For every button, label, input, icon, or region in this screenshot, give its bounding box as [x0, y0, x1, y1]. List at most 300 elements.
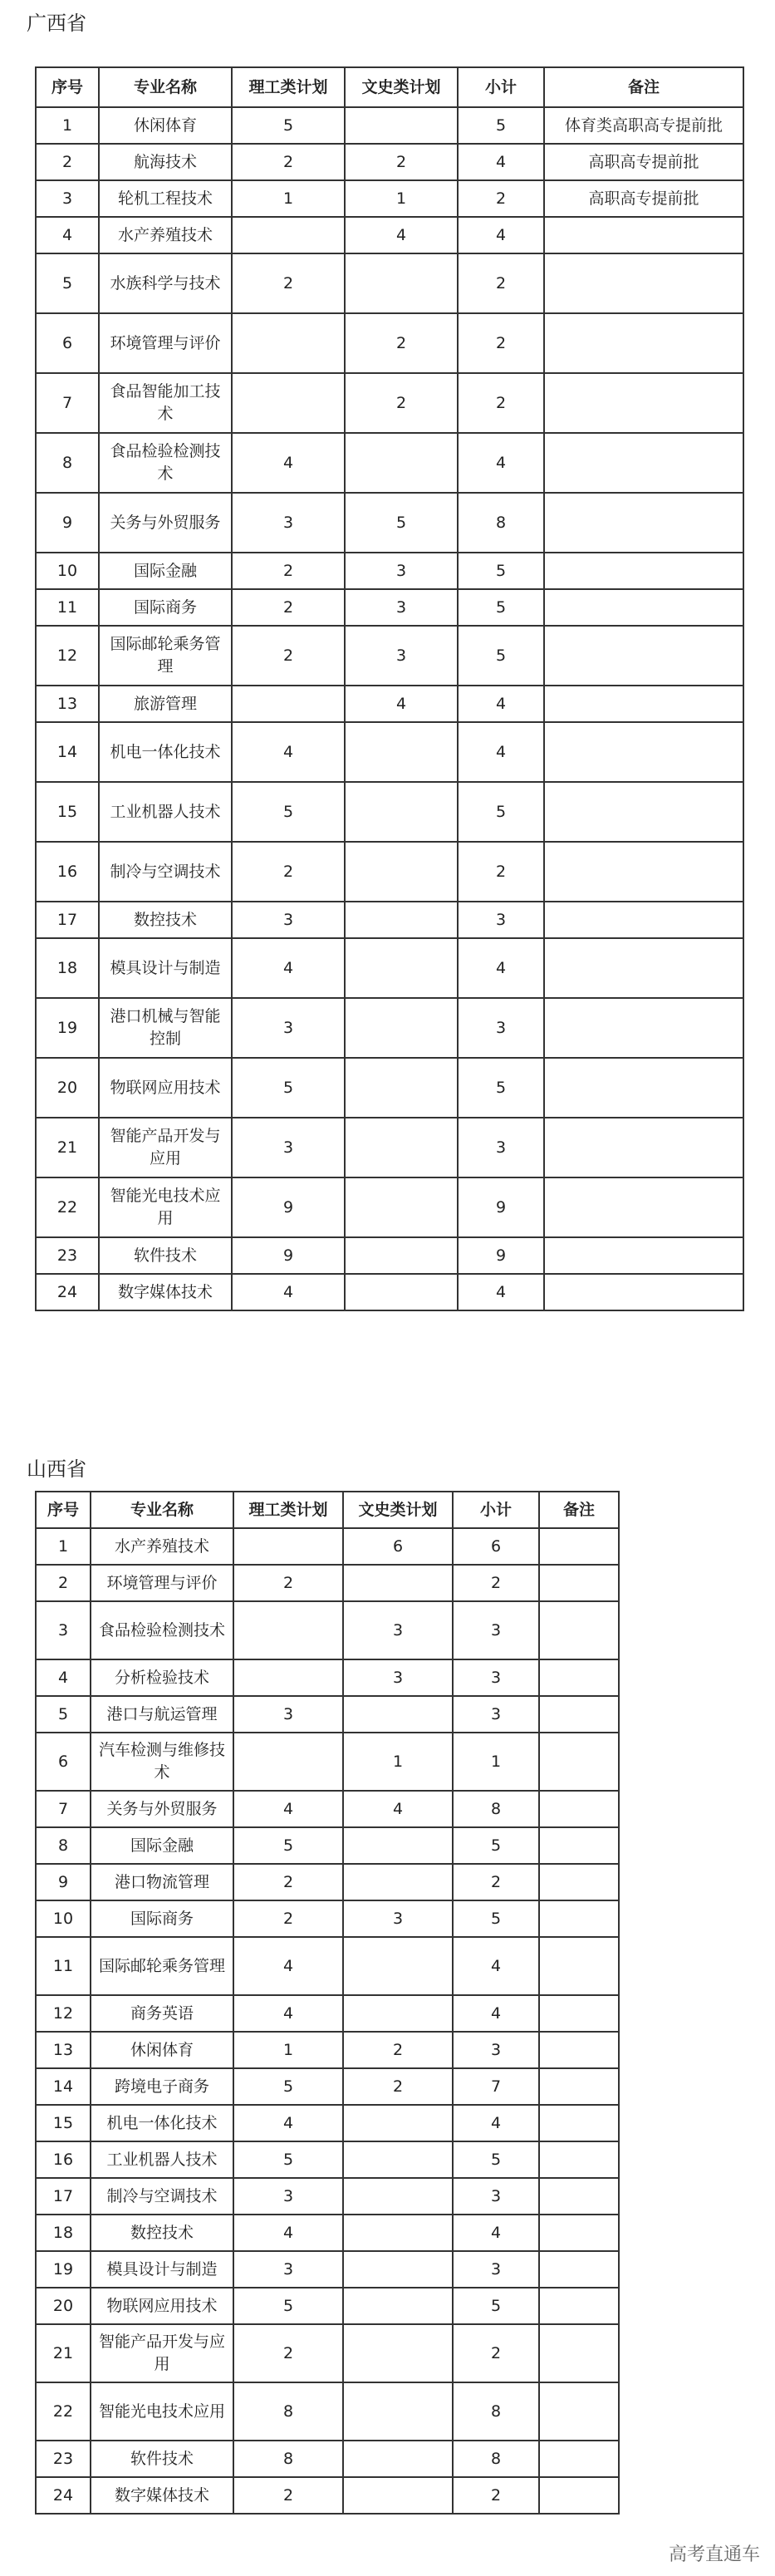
cell-index: 3	[36, 1601, 91, 1659]
cell-index: 23	[36, 2441, 91, 2477]
cell-remarks	[544, 1118, 743, 1177]
cell-arts-plan: 4	[345, 217, 458, 253]
cell-index: 13	[36, 686, 99, 722]
cell-arts-plan	[345, 902, 458, 938]
table-row	[36, 2032, 619, 2068]
cell-index: 5	[36, 253, 99, 313]
cell-major-name: 旅游管理	[99, 686, 232, 722]
cell-major-name: 休闲体育	[99, 107, 232, 144]
cell-remarks	[539, 1937, 619, 1995]
table-row	[36, 1827, 619, 1864]
cell-major-name: 制冷与空调技术	[91, 2178, 233, 2215]
cell-science-plan	[233, 1733, 343, 1791]
cell-arts-plan: 4	[345, 686, 458, 722]
cell-major-name: 数控技术	[99, 902, 232, 938]
cell-arts-plan	[343, 2178, 453, 2215]
cell-major-name: 汽车检测与维修技术	[91, 1733, 233, 1791]
cell-index: 18	[36, 2215, 91, 2251]
cell-science-plan: 2	[232, 589, 345, 626]
table-shanxi	[35, 1491, 620, 2515]
cell-major-name: 水产养殖技术	[91, 1528, 233, 1565]
header-index: 序号	[36, 1492, 91, 1528]
cell-science-plan: 4	[233, 2105, 343, 2141]
cell-index: 6	[36, 313, 99, 373]
cell-science-plan: 4	[232, 722, 345, 782]
cell-remarks	[544, 253, 743, 313]
table-row	[36, 938, 743, 998]
cell-arts-plan: 3	[343, 1900, 453, 1937]
cell-science-plan	[233, 1659, 343, 1696]
cell-index: 9	[36, 1864, 91, 1900]
table-row	[36, 2441, 619, 2477]
cell-arts-plan	[345, 1237, 458, 1274]
cell-science-plan: 3	[232, 998, 345, 1058]
table-row	[36, 1118, 743, 1177]
cell-arts-plan	[343, 2105, 453, 2141]
cell-arts-plan: 2	[345, 313, 458, 373]
cell-arts-plan: 1	[345, 180, 458, 217]
cell-subtotal: 2	[453, 2324, 539, 2382]
cell-science-plan	[232, 313, 345, 373]
cell-major-name: 航海技术	[99, 144, 232, 180]
cell-remarks	[539, 2068, 619, 2105]
cell-arts-plan	[345, 253, 458, 313]
cell-index: 15	[36, 2105, 91, 2141]
cell-remarks	[539, 1565, 619, 1601]
cell-science-plan: 8	[233, 2441, 343, 2477]
cell-remarks	[544, 373, 743, 433]
cell-remarks	[544, 842, 743, 902]
cell-remarks	[539, 1696, 619, 1733]
cell-subtotal: 6	[453, 1528, 539, 1565]
cell-science-plan: 2	[232, 144, 345, 180]
cell-index: 24	[36, 1274, 99, 1310]
cell-remarks	[544, 313, 743, 373]
cell-remarks	[544, 626, 743, 686]
cell-index: 20	[36, 1058, 99, 1118]
cell-index: 1	[36, 1528, 91, 1565]
table-row	[36, 1274, 743, 1310]
cell-science-plan	[233, 1601, 343, 1659]
cell-subtotal: 5	[458, 626, 544, 686]
cell-major-name: 水族科学与技术	[99, 253, 232, 313]
cell-science-plan: 2	[232, 842, 345, 902]
cell-index: 14	[36, 2068, 91, 2105]
table-row	[36, 2324, 619, 2382]
cell-remarks: 高职高专提前批	[544, 144, 743, 180]
cell-major-name: 工业机器人技术	[99, 782, 232, 842]
cell-arts-plan: 4	[343, 1791, 453, 1827]
cell-subtotal: 3	[453, 2178, 539, 2215]
cell-subtotal: 2	[453, 1864, 539, 1900]
cell-index: 21	[36, 1118, 99, 1177]
cell-major-name: 分析检验技术	[91, 1659, 233, 1696]
cell-remarks	[539, 1864, 619, 1900]
cell-arts-plan	[343, 2477, 453, 2514]
cell-major-name: 工业机器人技术	[91, 2141, 233, 2178]
table-row	[36, 626, 743, 686]
cell-science-plan: 3	[233, 1696, 343, 1733]
cell-subtotal: 8	[453, 2382, 539, 2441]
cell-major-name: 国际商务	[99, 589, 232, 626]
cell-major-name: 港口机械与智能控制	[99, 998, 232, 1058]
cell-remarks	[539, 1733, 619, 1791]
cell-arts-plan	[345, 107, 458, 144]
table-row	[36, 1601, 619, 1659]
table-row	[36, 1565, 619, 1601]
cell-subtotal: 3	[453, 1696, 539, 1733]
cell-science-plan: 3	[233, 2178, 343, 2215]
cell-remarks	[544, 493, 743, 553]
cell-science-plan: 9	[232, 1177, 345, 1237]
cell-science-plan	[232, 686, 345, 722]
table-row	[36, 2178, 619, 2215]
cell-subtotal: 5	[458, 782, 544, 842]
cell-remarks: 体育类高职高专提前批	[544, 107, 743, 144]
cell-remarks	[539, 1827, 619, 1864]
cell-subtotal: 2	[458, 842, 544, 902]
cell-subtotal: 4	[458, 938, 544, 998]
cell-arts-plan	[343, 2441, 453, 2477]
cell-arts-plan	[343, 2141, 453, 2178]
cell-science-plan: 4	[233, 2215, 343, 2251]
table-row	[36, 1900, 619, 1937]
cell-remarks	[539, 1528, 619, 1565]
cell-science-plan: 1	[232, 180, 345, 217]
cell-index: 1	[36, 107, 99, 144]
cell-science-plan: 8	[233, 2382, 343, 2441]
cell-major-name: 轮机工程技术	[99, 180, 232, 217]
cell-subtotal: 3	[453, 1659, 539, 1696]
cell-index: 12	[36, 626, 99, 686]
cell-science-plan: 4	[232, 938, 345, 998]
header-index: 序号	[36, 67, 99, 107]
cell-index: 10	[36, 553, 99, 589]
table-row	[36, 1791, 619, 1827]
cell-subtotal: 2	[458, 253, 544, 313]
cell-major-name: 智能光电技术应用	[91, 2382, 233, 2441]
cell-remarks	[539, 2105, 619, 2141]
cell-remarks	[544, 782, 743, 842]
cell-arts-plan	[343, 1995, 453, 2032]
cell-remarks	[539, 2251, 619, 2288]
cell-subtotal: 2	[458, 180, 544, 217]
cell-remarks	[544, 998, 743, 1058]
cell-remarks	[544, 722, 743, 782]
table-row	[36, 180, 743, 217]
cell-subtotal: 5	[453, 2288, 539, 2324]
cell-index: 15	[36, 782, 99, 842]
cell-subtotal: 3	[458, 902, 544, 938]
cell-arts-plan: 3	[345, 589, 458, 626]
cell-remarks	[539, 2382, 619, 2441]
cell-major-name: 商务英语	[91, 1995, 233, 2032]
cell-arts-plan: 3	[343, 1601, 453, 1659]
cell-subtotal: 4	[458, 1274, 544, 1310]
table-row	[36, 2105, 619, 2141]
cell-subtotal: 4	[453, 2105, 539, 2141]
cell-science-plan: 2	[232, 553, 345, 589]
cell-major-name: 物联网应用技术	[91, 2288, 233, 2324]
cell-index: 22	[36, 1177, 99, 1237]
cell-index: 8	[36, 433, 99, 493]
cell-science-plan: 2	[233, 1900, 343, 1937]
cell-index: 19	[36, 2251, 91, 2288]
cell-index: 17	[36, 902, 99, 938]
table-row	[36, 1058, 743, 1118]
cell-subtotal: 9	[458, 1177, 544, 1237]
cell-index: 2	[36, 1565, 91, 1601]
cell-arts-plan: 3	[345, 553, 458, 589]
cell-major-name: 休闲体育	[91, 2032, 233, 2068]
table-row	[36, 589, 743, 626]
cell-science-plan: 2	[232, 253, 345, 313]
table-row	[36, 313, 743, 373]
cell-science-plan: 2	[233, 2477, 343, 2514]
cell-index: 13	[36, 2032, 91, 2068]
cell-index: 10	[36, 1900, 91, 1937]
cell-arts-plan	[343, 2215, 453, 2251]
cell-remarks	[539, 2477, 619, 2514]
cell-subtotal: 3	[453, 1601, 539, 1659]
cell-remarks	[539, 2032, 619, 2068]
cell-arts-plan: 2	[343, 2068, 453, 2105]
table-row	[36, 1177, 743, 1237]
cell-index: 4	[36, 1659, 91, 1696]
cell-subtotal: 3	[458, 998, 544, 1058]
cell-science-plan: 5	[232, 107, 345, 144]
table-row	[36, 2251, 619, 2288]
header-science-plan: 理工类计划	[232, 67, 345, 107]
table-row	[36, 998, 743, 1058]
cell-major-name: 国际邮轮乘务管理	[99, 626, 232, 686]
header-remarks: 备注	[539, 1492, 619, 1528]
cell-science-plan: 5	[233, 2288, 343, 2324]
cell-major-name: 物联网应用技术	[99, 1058, 232, 1118]
cell-subtotal: 5	[458, 1058, 544, 1118]
cell-subtotal: 5	[453, 1827, 539, 1864]
cell-science-plan: 2	[232, 626, 345, 686]
cell-arts-plan	[343, 2288, 453, 2324]
cell-arts-plan: 2	[345, 373, 458, 433]
cell-index: 16	[36, 842, 99, 902]
cell-major-name: 食品检验检测技术	[99, 433, 232, 493]
cell-remarks	[544, 553, 743, 589]
cell-remarks	[539, 2215, 619, 2251]
cell-subtotal: 3	[453, 2251, 539, 2288]
cell-remarks	[544, 433, 743, 493]
cell-arts-plan	[343, 1937, 453, 1995]
table-row	[36, 686, 743, 722]
cell-arts-plan	[345, 1118, 458, 1177]
cell-index: 8	[36, 1827, 91, 1864]
cell-major-name: 数字媒体技术	[91, 2477, 233, 2514]
header-arts-plan: 文史类计划	[345, 67, 458, 107]
cell-science-plan: 4	[232, 433, 345, 493]
cell-remarks	[544, 589, 743, 626]
cell-index: 11	[36, 589, 99, 626]
table-row	[36, 842, 743, 902]
cell-major-name: 国际金融	[91, 1827, 233, 1864]
cell-arts-plan: 3	[345, 626, 458, 686]
cell-arts-plan: 2	[343, 2032, 453, 2068]
table-row	[36, 2477, 619, 2514]
cell-science-plan: 2	[233, 2324, 343, 2382]
cell-subtotal: 4	[453, 2215, 539, 2251]
cell-remarks	[544, 902, 743, 938]
cell-arts-plan	[343, 2251, 453, 2288]
cell-arts-plan	[345, 938, 458, 998]
cell-index: 6	[36, 1733, 91, 1791]
table-row	[36, 902, 743, 938]
cell-major-name: 模具设计与制造	[91, 2251, 233, 2288]
cell-science-plan: 4	[233, 1995, 343, 2032]
table-row	[36, 782, 743, 842]
cell-remarks	[544, 686, 743, 722]
cell-remarks	[544, 1058, 743, 1118]
cell-arts-plan	[343, 2382, 453, 2441]
cell-subtotal: 5	[453, 2141, 539, 2178]
cell-remarks	[539, 2178, 619, 2215]
cell-science-plan: 5	[233, 2141, 343, 2178]
cell-science-plan: 2	[233, 1864, 343, 1900]
cell-remarks	[539, 1601, 619, 1659]
table-row	[36, 1528, 619, 1565]
cell-subtotal: 2	[453, 2477, 539, 2514]
cell-index: 23	[36, 1237, 99, 1274]
table-row	[36, 2288, 619, 2324]
cell-major-name: 食品智能加工技术	[99, 373, 232, 433]
table-row	[36, 2382, 619, 2441]
table-row	[36, 2068, 619, 2105]
cell-major-name: 数控技术	[91, 2215, 233, 2251]
table-row	[36, 1733, 619, 1791]
header-major-name: 专业名称	[99, 67, 232, 107]
cell-subtotal: 7	[453, 2068, 539, 2105]
cell-arts-plan: 5	[345, 493, 458, 553]
cell-major-name: 环境管理与评价	[91, 1565, 233, 1601]
cell-major-name: 软件技术	[91, 2441, 233, 2477]
cell-arts-plan	[345, 782, 458, 842]
cell-arts-plan: 3	[343, 1659, 453, 1696]
cell-major-name: 模具设计与制造	[99, 938, 232, 998]
cell-remarks	[544, 1274, 743, 1310]
cell-arts-plan: 2	[345, 144, 458, 180]
cell-index: 18	[36, 938, 99, 998]
cell-index: 14	[36, 722, 99, 782]
cell-subtotal: 5	[453, 1900, 539, 1937]
cell-remarks	[539, 1995, 619, 2032]
cell-remarks	[539, 2288, 619, 2324]
cell-major-name: 关务与外贸服务	[91, 1791, 233, 1827]
cell-subtotal: 3	[453, 2032, 539, 2068]
cell-index: 5	[36, 1696, 91, 1733]
cell-subtotal: 4	[458, 722, 544, 782]
cell-index: 3	[36, 180, 99, 217]
cell-arts-plan	[343, 1565, 453, 1601]
cell-index: 7	[36, 373, 99, 433]
cell-remarks	[544, 938, 743, 998]
cell-remarks	[539, 1791, 619, 1827]
cell-index: 21	[36, 2324, 91, 2382]
cell-subtotal: 4	[458, 686, 544, 722]
cell-remarks	[539, 2441, 619, 2477]
cell-remarks	[544, 1237, 743, 1274]
table-row	[36, 1237, 743, 1274]
cell-index: 11	[36, 1937, 91, 1995]
header-science-plan: 理工类计划	[233, 1492, 343, 1528]
table-row	[36, 1864, 619, 1900]
cell-major-name: 环境管理与评价	[99, 313, 232, 373]
cell-subtotal: 5	[458, 107, 544, 144]
header-remarks: 备注	[544, 67, 743, 107]
table-row	[36, 722, 743, 782]
cell-subtotal: 4	[453, 1937, 539, 1995]
cell-arts-plan: 1	[343, 1733, 453, 1791]
cell-major-name: 港口物流管理	[91, 1864, 233, 1900]
cell-major-name: 水产养殖技术	[99, 217, 232, 253]
header-arts-plan: 文史类计划	[343, 1492, 453, 1528]
table-row	[36, 553, 743, 589]
cell-science-plan: 4	[233, 1791, 343, 1827]
table-row	[36, 1696, 619, 1733]
cell-index: 4	[36, 217, 99, 253]
cell-subtotal: 4	[458, 217, 544, 253]
table-row	[36, 253, 743, 313]
cell-major-name: 关务与外贸服务	[99, 493, 232, 553]
watermark-logo-text: 高考直通车	[668, 2544, 760, 2565]
cell-remarks	[539, 2141, 619, 2178]
cell-science-plan: 4	[233, 1937, 343, 1995]
cell-major-name: 国际邮轮乘务管理	[91, 1937, 233, 1995]
cell-arts-plan	[345, 1058, 458, 1118]
cell-science-plan: 5	[233, 1827, 343, 1864]
table-row	[36, 2141, 619, 2178]
cell-science-plan: 3	[233, 2251, 343, 2288]
table-row	[36, 1659, 619, 1696]
table-row	[36, 1937, 619, 1995]
cell-index: 2	[36, 144, 99, 180]
cell-subtotal: 8	[453, 1791, 539, 1827]
cell-science-plan: 5	[232, 782, 345, 842]
cell-major-name: 智能产品开发与应用	[99, 1118, 232, 1177]
cell-index: 24	[36, 2477, 91, 2514]
cell-subtotal: 4	[458, 433, 544, 493]
cell-subtotal: 8	[453, 2441, 539, 2477]
cell-subtotal: 5	[458, 553, 544, 589]
cell-arts-plan	[345, 433, 458, 493]
header-major-name: 专业名称	[91, 1492, 233, 1528]
cell-subtotal: 2	[458, 373, 544, 433]
cell-science-plan: 5	[233, 2068, 343, 2105]
cell-arts-plan	[345, 722, 458, 782]
cell-major-name: 机电一体化技术	[99, 722, 232, 782]
cell-index: 7	[36, 1791, 91, 1827]
cell-arts-plan	[345, 1274, 458, 1310]
cell-arts-plan	[345, 1177, 458, 1237]
cell-major-name: 智能产品开发与应用	[91, 2324, 233, 2382]
cell-subtotal: 8	[458, 493, 544, 553]
cell-science-plan: 4	[232, 1274, 345, 1310]
cell-major-name: 食品检验检测技术	[91, 1601, 233, 1659]
cell-subtotal: 4	[458, 144, 544, 180]
cell-subtotal: 1	[453, 1733, 539, 1791]
cell-major-name: 跨境电子商务	[91, 2068, 233, 2105]
header-subtotal: 小计	[453, 1492, 539, 1528]
cell-major-name: 国际商务	[91, 1900, 233, 1937]
cell-index: 17	[36, 2178, 91, 2215]
cell-arts-plan: 6	[343, 1528, 453, 1565]
